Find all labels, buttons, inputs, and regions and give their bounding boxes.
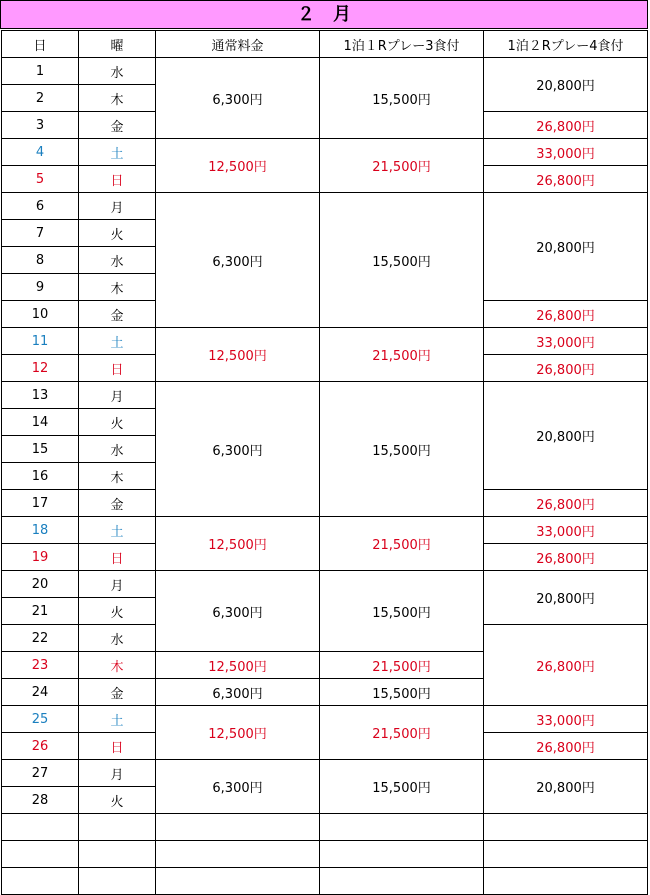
- day-cell: 10: [2, 301, 79, 328]
- plan-2r-rate-cell: 33,000円: [484, 517, 648, 544]
- table-row: [2, 760, 648, 787]
- day-cell: [2, 841, 79, 868]
- weekday-cell: 金: [79, 301, 156, 328]
- day-cell: 4: [2, 139, 79, 166]
- regular-rate-cell: 6,300円: [156, 679, 320, 706]
- table-row: [2, 328, 648, 355]
- plan-1r-rate-cell: 15,500円: [320, 382, 484, 517]
- plan-1r-rate-cell: 21,500円: [320, 328, 484, 382]
- plan-2r-rate-cell: 26,800円: [484, 625, 648, 706]
- day-cell: 20: [2, 571, 79, 598]
- plan-2r-rate-cell: 20,800円: [484, 760, 648, 814]
- weekday-cell: 木: [79, 652, 156, 679]
- weekday-cell: 水: [79, 625, 156, 652]
- weekday-cell: 火: [79, 787, 156, 814]
- day-cell: 3: [2, 112, 79, 139]
- weekday-cell: 火: [79, 598, 156, 625]
- plan-2r-rate-cell: [484, 841, 648, 868]
- day-cell: 8: [2, 247, 79, 274]
- plan-2r-rate-cell: 20,800円: [484, 58, 648, 112]
- day-cell: 25: [2, 706, 79, 733]
- header-regular-rate: 通常料金: [156, 31, 320, 58]
- regular-rate-cell: 12,500円: [156, 652, 320, 679]
- weekday-cell: 土: [79, 706, 156, 733]
- regular-rate-cell: [156, 814, 320, 841]
- plan-1r-rate-cell: [320, 841, 484, 868]
- weekday-cell: 土: [79, 139, 156, 166]
- weekday-cell: [79, 868, 156, 895]
- regular-rate-cell: 6,300円: [156, 571, 320, 652]
- table-row: [2, 193, 648, 220]
- weekday-cell: 月: [79, 760, 156, 787]
- day-cell: 2: [2, 85, 79, 112]
- table-row: [2, 814, 648, 841]
- weekday-cell: 日: [79, 355, 156, 382]
- plan-2r-rate-cell: 26,800円: [484, 544, 648, 571]
- table-row: [2, 517, 648, 544]
- day-cell: 27: [2, 760, 79, 787]
- table-row: [2, 571, 648, 598]
- day-cell: 7: [2, 220, 79, 247]
- table-row: [2, 58, 648, 85]
- day-cell: [2, 868, 79, 895]
- day-cell: 17: [2, 490, 79, 517]
- weekday-cell: 木: [79, 274, 156, 301]
- day-cell: 5: [2, 166, 79, 193]
- plan-1r-rate-cell: [320, 868, 484, 895]
- weekday-cell: 水: [79, 58, 156, 85]
- regular-rate-cell: [156, 868, 320, 895]
- weekday-cell: 土: [79, 328, 156, 355]
- plan-1r-rate-cell: 15,500円: [320, 193, 484, 328]
- regular-rate-cell: 12,500円: [156, 706, 320, 760]
- plan-1r-rate-cell: 15,500円: [320, 58, 484, 139]
- plan-2r-rate-cell: 20,800円: [484, 571, 648, 625]
- weekday-cell: [79, 841, 156, 868]
- weekday-cell: 日: [79, 733, 156, 760]
- plan-2r-rate-cell: 26,800円: [484, 490, 648, 517]
- header-day: 日: [2, 31, 79, 58]
- weekday-cell: 土: [79, 517, 156, 544]
- table-row: [2, 841, 648, 868]
- plan-1r-rate-cell: 21,500円: [320, 652, 484, 679]
- header-row: [2, 31, 648, 58]
- plan-2r-rate-cell: 20,800円: [484, 193, 648, 301]
- day-cell: 14: [2, 409, 79, 436]
- weekday-cell: 木: [79, 85, 156, 112]
- regular-rate-cell: 6,300円: [156, 58, 320, 139]
- header-weekday: 曜: [79, 31, 156, 58]
- weekday-cell: 水: [79, 247, 156, 274]
- table-row: [2, 382, 648, 409]
- plan-1r-rate-cell: 15,500円: [320, 760, 484, 814]
- day-cell: 15: [2, 436, 79, 463]
- day-cell: 11: [2, 328, 79, 355]
- table-row: [2, 868, 648, 895]
- regular-rate-cell: 6,300円: [156, 760, 320, 814]
- plan-2r-rate-cell: 20,800円: [484, 382, 648, 490]
- plan-2r-rate-cell: 26,800円: [484, 166, 648, 193]
- weekday-cell: 火: [79, 220, 156, 247]
- day-cell: 19: [2, 544, 79, 571]
- weekday-cell: 金: [79, 490, 156, 517]
- day-cell: 21: [2, 598, 79, 625]
- plan-2r-rate-cell: 26,800円: [484, 733, 648, 760]
- table-row: [2, 706, 648, 733]
- plan-1r-rate-cell: 15,500円: [320, 571, 484, 652]
- weekday-cell: 月: [79, 382, 156, 409]
- day-cell: 12: [2, 355, 79, 382]
- regular-rate-cell: 12,500円: [156, 139, 320, 193]
- regular-rate-cell: 6,300円: [156, 193, 320, 328]
- weekday-cell: 水: [79, 436, 156, 463]
- weekday-cell: 月: [79, 571, 156, 598]
- header-plan-2r: 1泊２Rプレー4食付: [484, 31, 648, 58]
- day-cell: 28: [2, 787, 79, 814]
- plan-2r-rate-cell: 33,000円: [484, 139, 648, 166]
- weekday-cell: 木: [79, 463, 156, 490]
- plan-1r-rate-cell: 21,500円: [320, 517, 484, 571]
- weekday-cell: 火: [79, 409, 156, 436]
- plan-1r-rate-cell: 21,500円: [320, 139, 484, 193]
- day-cell: 18: [2, 517, 79, 544]
- day-cell: 22: [2, 625, 79, 652]
- day-cell: 1: [2, 58, 79, 85]
- day-cell: [2, 814, 79, 841]
- regular-rate-cell: 12,500円: [156, 328, 320, 382]
- weekday-cell: 金: [79, 112, 156, 139]
- weekday-cell: [79, 814, 156, 841]
- plan-2r-rate-cell: 26,800円: [484, 355, 648, 382]
- rate-table: [1, 30, 648, 895]
- plan-2r-rate-cell: [484, 868, 648, 895]
- regular-rate-cell: 12,500円: [156, 517, 320, 571]
- month-title: ２ 月: [0, 0, 648, 29]
- weekday-cell: 日: [79, 166, 156, 193]
- plan-1r-rate-cell: [320, 814, 484, 841]
- plan-2r-rate-cell: 33,000円: [484, 706, 648, 733]
- weekday-cell: 金: [79, 679, 156, 706]
- day-cell: 16: [2, 463, 79, 490]
- header-plan-1r: 1泊１Rプレー3食付: [320, 31, 484, 58]
- day-cell: 6: [2, 193, 79, 220]
- day-cell: 24: [2, 679, 79, 706]
- plan-2r-rate-cell: 26,800円: [484, 112, 648, 139]
- day-cell: 9: [2, 274, 79, 301]
- plan-2r-rate-cell: [484, 814, 648, 841]
- weekday-cell: 日: [79, 544, 156, 571]
- plan-2r-rate-cell: 33,000円: [484, 328, 648, 355]
- plan-2r-rate-cell: 26,800円: [484, 301, 648, 328]
- table-row: [2, 139, 648, 166]
- plan-1r-rate-cell: 15,500円: [320, 679, 484, 706]
- plan-1r-rate-cell: 21,500円: [320, 706, 484, 760]
- regular-rate-cell: 6,300円: [156, 382, 320, 517]
- day-cell: 26: [2, 733, 79, 760]
- day-cell: 23: [2, 652, 79, 679]
- weekday-cell: 月: [79, 193, 156, 220]
- regular-rate-cell: [156, 841, 320, 868]
- day-cell: 13: [2, 382, 79, 409]
